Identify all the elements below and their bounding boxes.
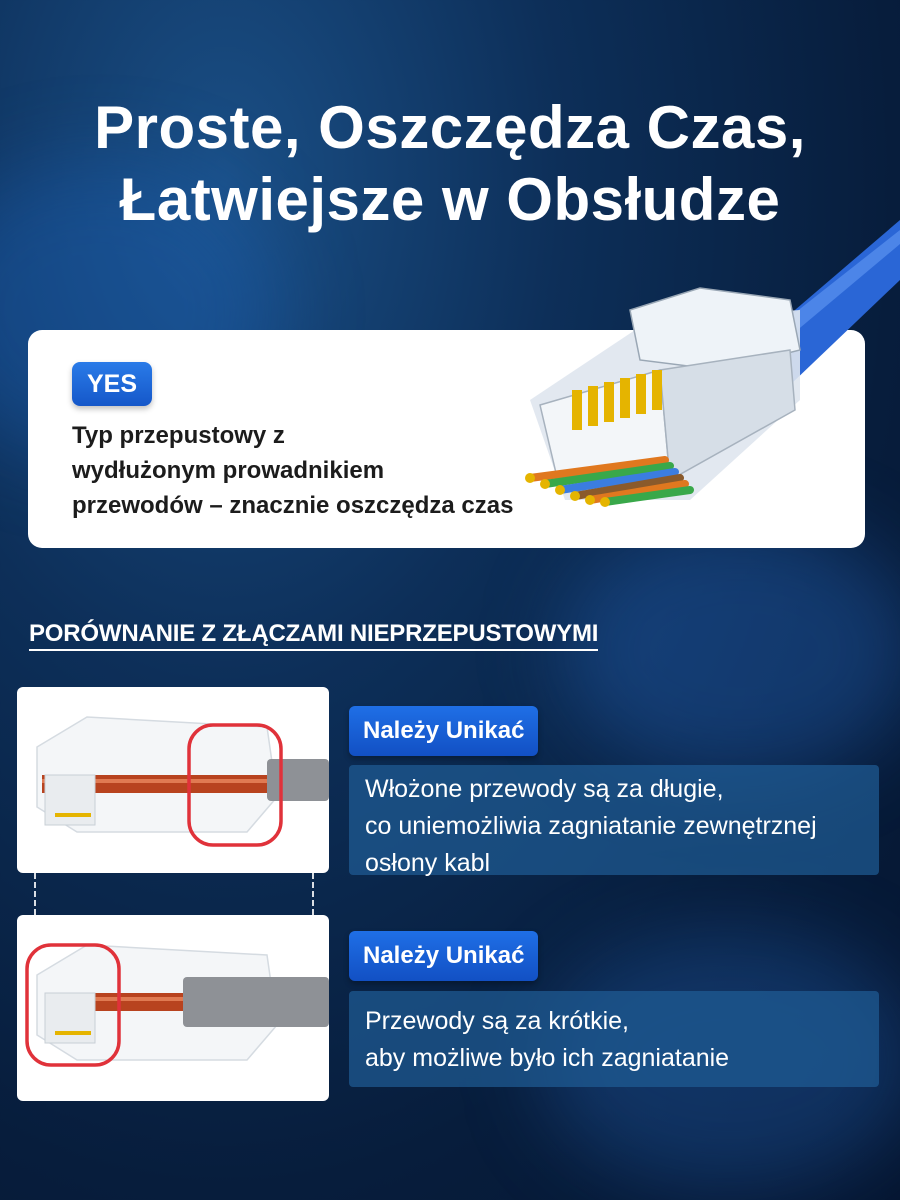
description-line: wydłużonym prowadnikiem bbox=[72, 457, 385, 484]
description-line: aby możliwe było ich zagniatanie bbox=[365, 1044, 730, 1072]
description-line: Przewody są za krótkie, bbox=[365, 1007, 629, 1035]
pass-through-description bbox=[72, 418, 552, 523]
description-line: osłony kabl bbox=[365, 849, 491, 877]
description-line: co uniemożliwia zagniatanie zewnętrznej bbox=[365, 812, 817, 840]
too-long-description bbox=[349, 765, 879, 875]
yes-badge: YES bbox=[72, 362, 152, 406]
too-short-description bbox=[349, 991, 879, 1087]
dashed-connector bbox=[312, 873, 314, 915]
too-long-wires-image bbox=[17, 687, 329, 873]
description-line: Włożone przewody są za długie, bbox=[365, 775, 724, 803]
too-short-wires-image bbox=[17, 915, 329, 1101]
description-line: Typ przepustowy z bbox=[72, 422, 285, 449]
dashed-connector bbox=[34, 873, 36, 915]
comparison-heading: PORÓWNANIE Z ZŁĄCZAMI NIEPRZEPUSTOWYMI bbox=[29, 620, 598, 651]
title-line-1: Proste, Oszczędza Czas, bbox=[94, 94, 806, 161]
avoid-badge: Należy Unikać bbox=[349, 931, 538, 981]
cable-jacket bbox=[267, 759, 329, 801]
cable-jacket bbox=[183, 977, 329, 1027]
background-glow bbox=[560, 520, 900, 780]
description-line: przewodów – znacznie oszczędza czas bbox=[72, 492, 514, 519]
title-line-2: Łatwiejsze w Obsłudze bbox=[119, 166, 781, 233]
rj45-connector-illustration bbox=[500, 210, 900, 540]
avoid-badge: Należy Unikać bbox=[349, 706, 538, 756]
